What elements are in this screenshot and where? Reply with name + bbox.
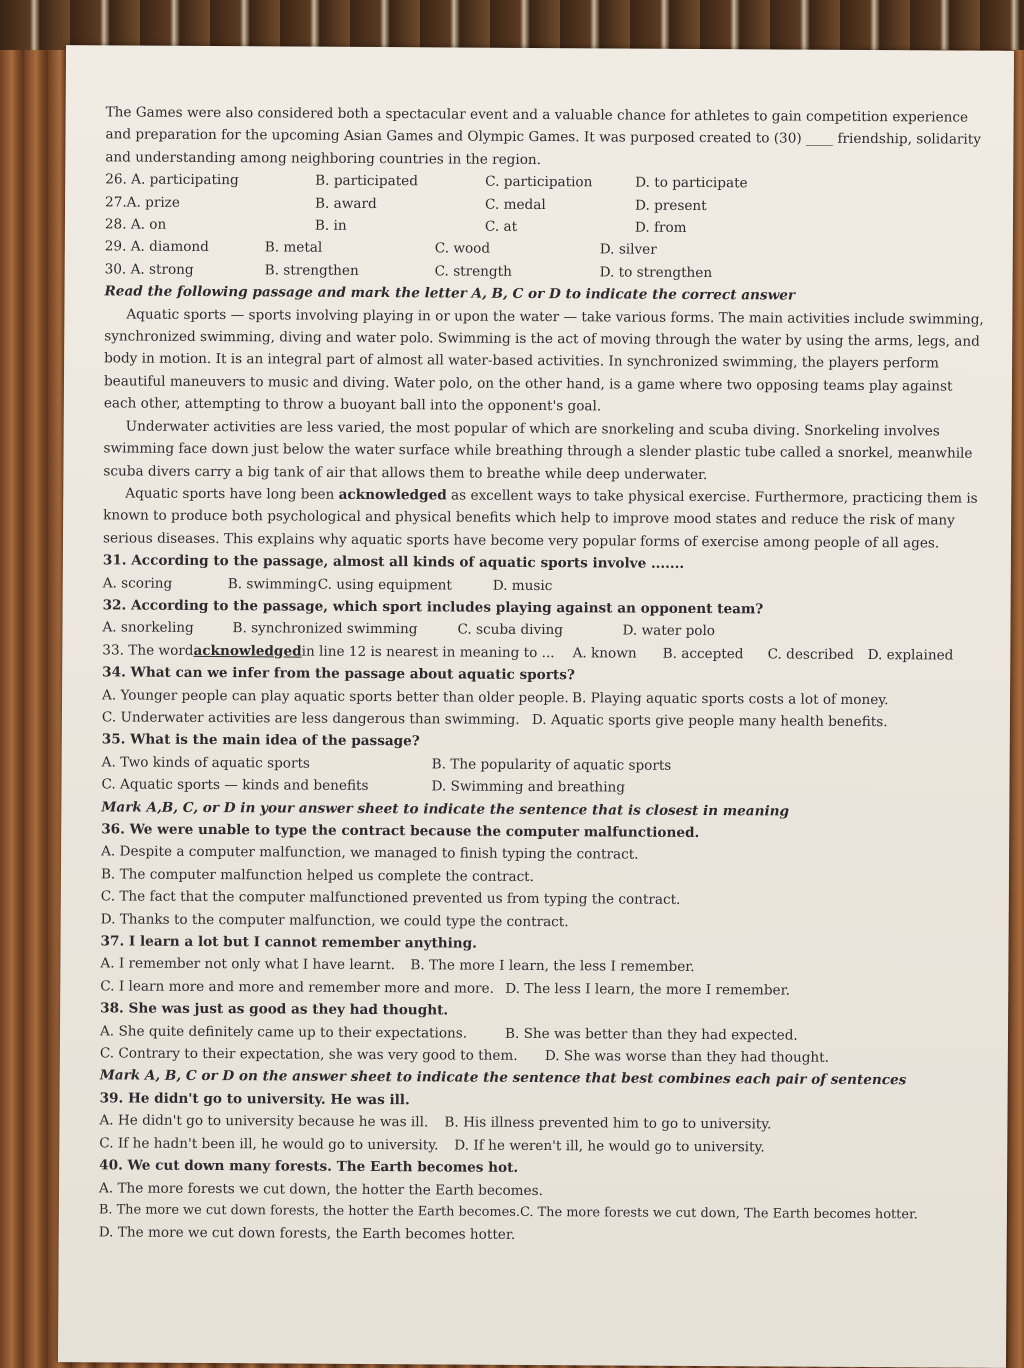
option-b: B. strengthen xyxy=(264,262,359,279)
option-d: D. water polo xyxy=(622,622,716,640)
option-d: D. to participate xyxy=(635,174,748,192)
option-c: C. strength xyxy=(434,263,512,280)
option-a: A. Younger people can play aquatic sports better than older people. xyxy=(102,686,569,706)
option-b: B. She was better than they had expected. xyxy=(504,1025,798,1044)
option-a: A. scoring xyxy=(102,574,173,592)
option-d: D. present xyxy=(635,197,707,214)
option-b: B. synchronized swimming xyxy=(232,620,418,638)
question-33: 33. The word acknowledged in line 12 is nearest in meaning to ... A. known B. accepted C. described D. explained xyxy=(102,639,982,667)
option-a: A. Two kinds of aquatic sports xyxy=(101,754,310,772)
exam-content xyxy=(99,101,986,1249)
option-c: C. Underwater activities are less dangerous than swimming. xyxy=(101,709,520,728)
option-d: D. music xyxy=(492,577,553,594)
instruction-combine: Mark A, B, C or D on the answer sheet to indicate the sentence that best combines each pair of sentences xyxy=(99,1067,907,1089)
question-40-option-d: D. The more we cut down forests, the Earth becomes hotter. xyxy=(98,1224,516,1244)
option-d: D. to strengthen xyxy=(599,264,713,281)
question-36-stem: 36. We were unable to type the contract because the computer malfunctioned. xyxy=(101,821,700,841)
option-a: 29. A. diamond xyxy=(104,238,209,256)
option-b: B. swimming xyxy=(227,575,317,593)
option-c: C. If he hadn't been ill, he would go to university. xyxy=(99,1135,439,1154)
option-d: D. from xyxy=(634,219,687,236)
option-d: D. Aquatic sports give people many health benefits. xyxy=(531,711,888,731)
option-c: C. using equipment xyxy=(317,576,452,594)
option-c: C. Aquatic sports — kinds and benefits xyxy=(101,776,369,795)
question-40-option-bc: B. The more we cut down forests, the hotter the Earth becomes.C. The more forests we cut down, The Earth becomes hotter. xyxy=(98,1202,918,1223)
table-edge xyxy=(0,0,1024,50)
instruction-reading: Read the following passage and mark the letter A, B, C or D to indicate the correct answer xyxy=(104,283,796,304)
question-31-stem: 31. According to the passage, almost all kinds of aquatic sports involve ....... xyxy=(102,552,685,573)
passage-paragraph-1: Aquatic sports — sports involving playing in or upon the water — take various forms. The main activities include swimming, synchronized swimming, diving and water polo. Swimming is the act of moving through the water by using the arms, legs, and body in motion. It is an integral part of almost all water-based activities. In synchronized swimming, the players perform beautiful maneuvers to music and diving. Water polo, on the other hand, is a game where two opposing teams play against each other, attempting to throw a buoyant ball into the opponent's goal. xyxy=(103,306,984,415)
option-d: D. Swimming and breathing xyxy=(431,778,626,796)
option-a: A. She quite definitely came up to their expectations. xyxy=(99,1022,468,1042)
passage-paragraph-3: Aquatic sports have long been acknowledged as excellent ways to take physical exercise. Furthermore, practicing them is known to produce both psychological and physical benefits which help to improve mood states and reduce the risk of many serious diseases. This explains why aquatic sports have become very popular forms of exercise among people of all ages. xyxy=(102,485,978,552)
question-34-stem: 34. What can we infer from the passage about aquatic sports? xyxy=(102,664,575,684)
option-a: 28. A. on xyxy=(104,216,167,233)
option-b: B. metal xyxy=(264,239,323,257)
option-c: C. at xyxy=(484,218,518,235)
option-a: A. snorkeling xyxy=(102,619,194,637)
option-a: 30. A. strong xyxy=(104,261,194,278)
option-c: C. medal xyxy=(485,196,546,213)
option-c: C. Contrary to their expectation, she was very good to them. xyxy=(99,1045,518,1064)
option-b: B. in xyxy=(314,217,347,234)
question-40-stem: 40. We cut down many forests. The Earth becomes hot. xyxy=(99,1157,519,1176)
question-39-stem: 39. He didn't go to university. He was ill. xyxy=(99,1090,410,1109)
option-b: B. The more I learn, the less I remember. xyxy=(410,957,695,976)
question-35-stem: 35. What is the main idea of the passage? xyxy=(101,731,420,750)
option-d: D. The less I learn, the more I remember. xyxy=(505,980,790,999)
option-c: C. described xyxy=(767,646,854,663)
passage-paragraph-2: Underwater activities are less varied, the most popular of which are snorkeling and scuba diving. Snorkeling involves swimming face down just below the water surface while breathing through a slender plastic tube called a snorkel, meanwhile scuba divers carry a big tank of air that allows them to breathe while deep underwater. xyxy=(103,418,973,483)
option-a: A. known xyxy=(572,644,637,662)
exam-sheet xyxy=(58,45,1014,1368)
option-a: A. He didn't go to university because he was ill. xyxy=(99,1112,429,1131)
option-b: B. The popularity of aquatic sports xyxy=(431,756,672,774)
option-a: 26. A. participating xyxy=(105,171,239,189)
option-d: D. explained xyxy=(867,646,954,664)
question-36-option-d: D. Thanks to the computer malfunction, we could type the contract. xyxy=(100,910,569,930)
option-b: B. award xyxy=(315,195,377,212)
question-36-option-a: A. Despite a computer malfunction, we managed to finish typing the contract. xyxy=(101,843,639,864)
option-d: D. silver xyxy=(599,241,657,259)
option-c: C. wood xyxy=(434,240,491,258)
question-37-stem: 37. I learn a lot but I cannot remember anything. xyxy=(100,933,477,952)
question-36-option-c: C. The fact that the computer malfunctioned prevented us from typing the contract. xyxy=(100,888,681,909)
question-32-stem: 32. According to the passage, which sport includes playing against an opponent team? xyxy=(102,597,764,618)
option-c: C. participation xyxy=(485,173,593,191)
option-b: B. His illness prevented him to go to university. xyxy=(444,1114,772,1133)
question-36-option-b: B. The computer malfunction helped us complete the contract. xyxy=(100,866,535,885)
question-38-stem: 38. She was just as good as they had thought. xyxy=(100,1000,449,1019)
option-a: A. I remember not only what I have learnt. xyxy=(100,955,395,974)
option-b: B. accepted xyxy=(662,645,744,663)
intro-paragraph: The Games were also considered both a spectacular event and a valuable chance for athletes to gain competition experience and preparation for the upcoming Asian Games and Olympic Games. It was purposed created to (30) ____ friendship, solidarity and understanding among neighboring countries in the region. xyxy=(105,104,982,168)
instruction-closest-meaning: Mark A,B, C, or D in your answer sheet to indicate the sentence that is closest in meaning xyxy=(101,798,790,820)
option-b: B. participated xyxy=(315,172,418,190)
option-a: 27.A. prize xyxy=(105,193,180,211)
option-c: C. I learn more and more and remember more and more. xyxy=(100,978,494,997)
option-d: D. She was worse than they had thought. xyxy=(544,1048,830,1066)
option-d: D. If he weren't ill, he would go to university. xyxy=(454,1137,765,1156)
option-b: B. Playing aquatic sports costs a lot of money. xyxy=(572,689,889,708)
question-40-option-a: A. The more forests we cut down, the hotter the Earth becomes. xyxy=(99,1179,543,1199)
option-c: C. scuba diving xyxy=(457,621,564,639)
